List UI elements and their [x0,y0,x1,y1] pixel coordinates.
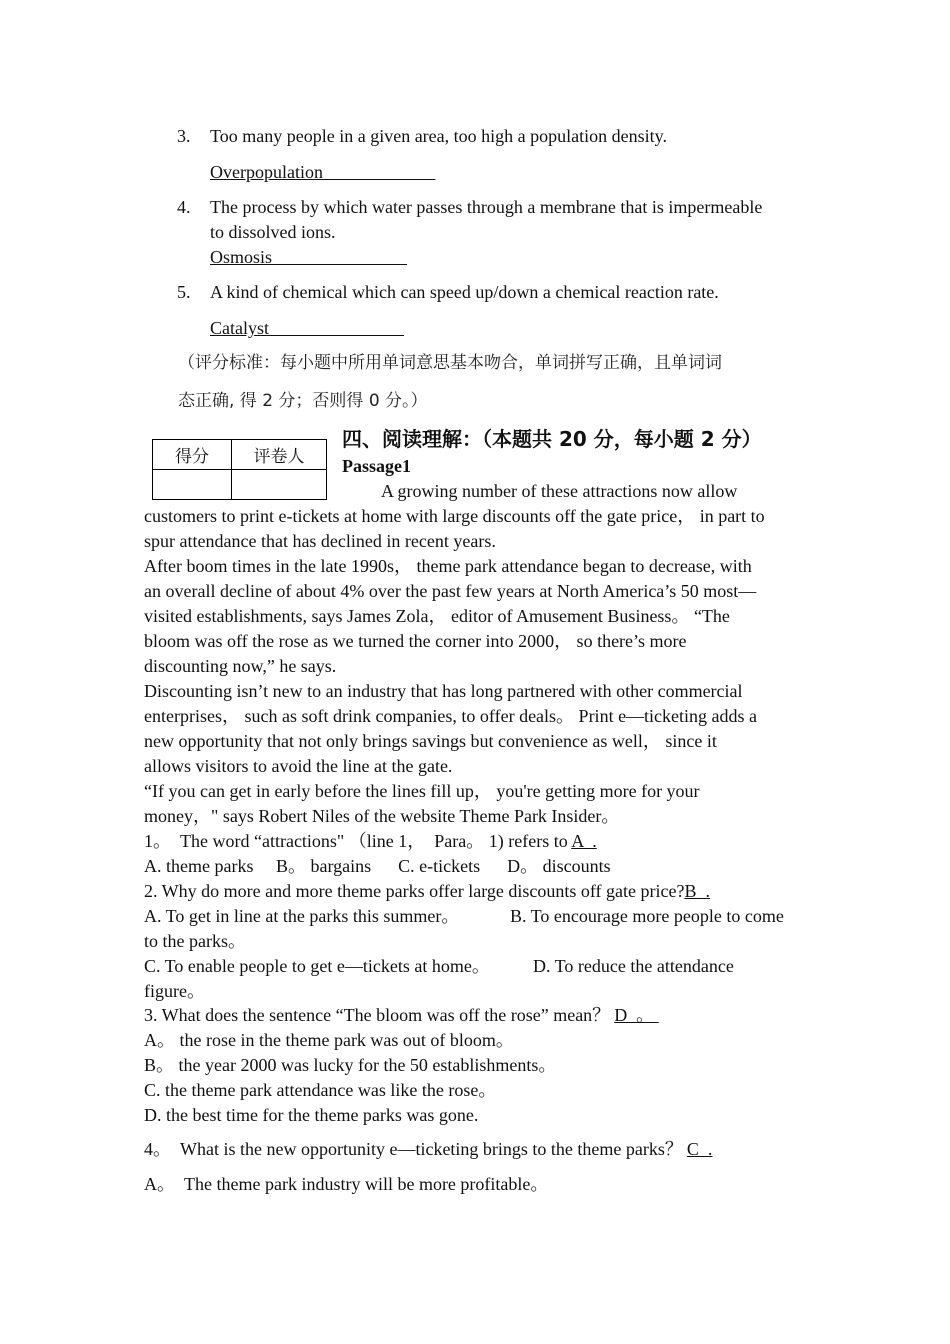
item-5-answer: Catalyst [210,318,404,338]
question-3-option-d: D. the best time for the theme parks was gone. [144,1105,479,1125]
question-1-answer: A . [571,831,597,851]
question-3-answer: D 。 [614,1005,659,1025]
passage-line: After boom times in the late 1990s， theme park attendance began to decrease, with [144,556,752,576]
item-4-number: 4. [177,197,191,217]
question-1-options: A. theme parks B。 bargains C. e-tickets D。 discounts [144,856,611,876]
passage-line: bloom was off the rose as we turned the corner into 2000， so there’s more [144,631,687,651]
question-1 [144,829,597,854]
question-4-answer: C . [686,1139,713,1159]
question-1-text: 1。 The word “attractions" （line 1， Para。 1) refers to [144,831,572,851]
passage-line: visited establishments, says James Zola， editor of Amusement Business。 “The [144,606,730,626]
question-2-option-b: B. To encourage more people to come [510,906,784,926]
passage-line: A growing number of these attractions now allow [381,481,738,501]
question-4 [144,1137,712,1162]
question-2-answer: B . [684,881,711,901]
grader-cell [232,470,327,500]
question-3 [144,1003,659,1028]
question-2-option-c: C. To enable people to get e—tickets at home。 [144,956,490,976]
question-2-option-d-cont: figure。 [144,981,205,1001]
passage-line: enterprises， such as soft drink companies, to offer deals。 Print e—ticketing adds a [144,706,758,726]
passage-title: Passage1 [342,456,411,476]
question-2-option-a: A. To get in line at the parks this summer。 [144,906,460,926]
question-2-option-d: D. To reduce the attendance [533,956,734,976]
item-3-definition: Too many people in a given area, too high a population density. [210,126,667,146]
passage-line: an overall decline of about 4% over the past few years at North America’s 50 most— [144,581,757,601]
passage-line: allows visitors to avoid the line at the gate. [144,756,453,776]
grader-header: 评卷人 [232,440,327,470]
score-header: 得分 [153,440,232,470]
passage-line: new opportunity that not only brings savings but convenience as well， since it [144,731,717,751]
passage-line: Discounting isn’t new to an industry that has long partnered with other commercial [144,681,743,701]
scoring-note-line2: 态正确, 得 2 分；否则得 0 分。） [178,391,428,411]
item-5-definition: A kind of chemical which can speed up/down a chemical reaction rate. [210,282,719,302]
question-2 [144,879,710,904]
item-3-answer: Overpopulation [210,162,436,182]
passage-line: “If you can get in early before the lines fill up， you're getting more for your [144,781,700,801]
question-3-option-b: B。 the year 2000 was lucky for the 50 establishments。 [144,1055,557,1075]
item-5-number: 5. [177,282,191,302]
question-4-text: 4。 What is the new opportunity e—ticketing brings to the theme parks？ [144,1139,683,1159]
passage-line: discounting now,” he says. [144,656,337,676]
question-2-text: 2. Why do more and more theme parks offer large discounts off gate price? [144,881,685,901]
passage-line: money，" says Robert Niles of the website Theme Park Insider。 [144,806,620,826]
section-heading: 四、阅读理解：（本题共 20 分，每小题 2 分） [342,427,762,451]
item-3-number: 3. [177,126,191,146]
passage-line: spur attendance that has declined in recent years. [144,531,496,551]
question-2-option-b-cont: to the parks。 [144,931,246,951]
passage-line: customers to print e-tickets at home with large discounts off the gate price， in part to [144,506,765,526]
question-4-option-a: A。 The theme park industry will be more profitable。 [144,1174,549,1194]
score-table [152,439,327,500]
item-4-definition-line2: to dissolved ions. [210,222,336,242]
question-3-option-a: A。 the rose in the theme park was out of bloom。 [144,1030,514,1050]
scoring-note-line1: （评分标准：每小题中所用单词意思基本吻合，单词拼写正确，且单词词 [178,353,722,373]
item-4-definition-line1: The process by which water passes through a membrane that is impermeable [210,197,763,217]
score-cell [153,470,232,500]
question-3-text: 3. What does the sentence “The bloom was off the rose” mean？ [144,1005,611,1025]
item-4-answer: Osmosis [210,247,408,267]
question-3-option-c: C. the theme park attendance was like the rose。 [144,1080,497,1100]
